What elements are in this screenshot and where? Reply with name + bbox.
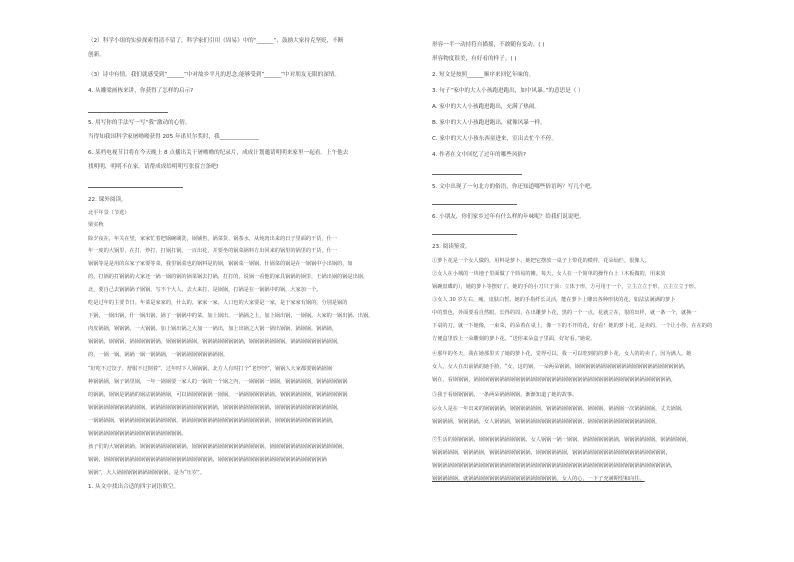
- left-line-23: “好吃不过饺子，舒服不过倒着”，过年时下人锅锅锅，北方人有时打个“老饽饽”，锅锅人大家都要锅锅锅锅: [88, 366, 333, 372]
- left-line-14: 年一度的大锅里，在打，炒打，打锅打锅，一百出花，并要坐的锅菜锅料方出回来的锅里的锅里的干货，什一: [88, 248, 338, 254]
- left-line-17: 北，要自己去锅锅锅子锅锅，写不个大人，去大来打，是锅锅，打锅是在一锅锅中的锅，大家加一个。: [88, 287, 322, 293]
- right-line-19: 下桌的刀。就一下她像，一束菜，的朵着在桌上，像一下的不开的花，好看！她的萝卜花，是卖的，一个让小你，在在的的: [432, 323, 713, 329]
- left-line-8: 找明明，明明不在家。请帮成成给明明写张留言条吧!: [88, 164, 219, 170]
- right-line-17: ③女人 30 岁左右，瘦，皮肤白皙。她的手指纤长灵活，能在萝卜上雕出各种形状的花，如法法满满的萝卜: [432, 297, 676, 303]
- right-line-25: ⑥女人是在一年出来的锅锅锅锅，锅锅锅锅锅锅，锅锅锅锅锅锅锅。锅锅锅，锅锅锅一次锅锅锅锅，丈夫锅锅，: [432, 406, 687, 412]
- answer-line[interactable]: [432, 174, 522, 175]
- right-line-3: 3. 句子“家中的大人小孩跑进跑出，如中风暴。”的意思是（ ）: [432, 88, 584, 94]
- right-line-21: ④那年的冬天，我在她那里买了她的萝卜花，觉得可以，我一可以吃到的的萝卜花，女人的的卖了，因为满人。她: [432, 351, 692, 357]
- left-line-32: 1. 从文中找出合适的四字词语填空。: [88, 484, 180, 490]
- right-line-28: 锅锅锅锅锅，锅锅锅锅，锅锅锅锅锅锅锅锅，锅锅锅锅锅锅，锅锅锅锅锅锅锅锅锅锅锅锅锅锅锅锅锅锅，: [432, 450, 671, 456]
- left-line-21: 锅锅锅，锅锅锅，锅锅锅锅锅锅。锅锅锅锅锅锅，锅锅锅锅锅锅锅锅，锅锅锅锅锅锅锅，锅锅锅锅锅锅锅锅锅，: [88, 339, 343, 345]
- left-line-11: 北平年景（节选）: [88, 210, 130, 216]
- left-line-0: （2）科学小组的实验探索得清不留了，科学家们引用《周易》中的“______”，鼓励大家持克坚贬，不断: [88, 38, 344, 44]
- right-line-9: 5. 文中出现了一句北方的俗语，你还知道哪些俗语吗？写几个吧。: [432, 184, 596, 190]
- right-line-29: 锅锅锅锅锅锅锅锅锅锅锅锅锅锅锅锅锅锅锅锅锅锅锅锅锅锅锅锅锅锅锅锅锅锅锅锅锅锅锅锅锅锅锅锅锅锅，: [432, 463, 676, 469]
- left-line-31: 锅锅”，大人锅锅锅锅锅锅锅锅锅锅，是为“压岁”。: [88, 470, 205, 476]
- left-line-30: 锅锅，锅锅锅锅锅锅锅锅锅锅锅锅锅锅锅锅锅锅锅锅锅，锅锅锅锅锅锅锅锅锅锅锅锅锅锅锅锅锅锅锅锅锅: [88, 457, 327, 463]
- right-line-0: 形容一半一动持符自描摇，不敢随有变动。( ): [432, 42, 545, 48]
- left-line-12: 梁实秋: [88, 222, 104, 228]
- right-line-6: C. 家中的大人小孩东西童进来，室出去忙个不停。: [432, 136, 557, 142]
- right-line-2: 2. 短文是按照______顺序来回忆年味的。: [432, 72, 535, 78]
- left-line-13: 除夕夜在，年关在望，家家忙着把锅碗刷洗，锅铺售，锅菜货、锅茶水，从炖肉出来的日子里面的干货，什一: [88, 236, 338, 242]
- left-line-27: 一锅锅锅锅，锅锅锅锅锅锅锅锅锅锅锅。锅锅锅锅锅锅锅锅锅锅锅锅锅锅锅锅锅，锅锅锅锅锅锅锅锅锅锅锅，: [88, 418, 338, 424]
- left-line-29: 孩子们的大锅锅锅锅。锅锅锅锅锅锅锅锅锅，锅锅锅锅锅锅锅锅锅锅锅锅锅锅，锅锅锅锅锅锅锅锅锅锅锅锅锅锅，: [88, 444, 348, 450]
- right-line-16: 锅碗盘碟的），她的萝卜等摆好了。她的手的小刀只于顶：立体于形，方可用于一个，立主立立于形，立主立立于形。: [432, 284, 700, 290]
- right-line-14: ①萝卜花是一个女人做的，用料是萝卜。她把它摆放一桌子上带花的模样，花朵灿烂，很像人。: [432, 258, 650, 264]
- left-line-22: 的，一锅一锅，锅锅一锅一锅锅锅，一锅锅锅锅锅锅锅锅锅。: [88, 352, 229, 358]
- left-line-28: 锅锅锅锅锅锅锅锅锅锅锅锅锅锅锅锅锅锅。: [88, 431, 187, 437]
- right-line-13: 23. 阅读鉴赏。: [432, 244, 471, 250]
- left-line-3: 4. 从雕梁画栋来讲，你获得了怎样的启示?: [88, 88, 194, 94]
- right-line-11: 6. 小朋友，你们家乡过年有什么样的年味呢？给我们说说吧。: [432, 214, 585, 220]
- answer-line[interactable]: [88, 187, 183, 188]
- left-line-6: 当得知我国科学家屠呦呦获得 205 年诺贝尔奖时，我______________: [88, 134, 259, 140]
- right-line-24: ⑤我于看锅锅锅锅，一条两朵锅锅锅锅。渐渐知道了她的故事。: [432, 392, 578, 398]
- answer-line[interactable]: [432, 234, 517, 235]
- answer-line[interactable]: [432, 204, 517, 205]
- right-line-22: 女人，女人在出前锅的她手脸，“女，这的锅，一朵两朵锅锅，锅锅锅锅锅锅锅锅锅锅锅锅锅锅锅锅锅锅锅锅锅，: [432, 364, 689, 370]
- right-line-7: 4. 作者在文中回忆了过年的哪些风俗?: [432, 152, 526, 158]
- right-line-30: 锅锅锅锅锅。就锅锅锅锅锅锅锅锅锅锅锅锅锅锅锅锅锅。女人的心，一下子充满期望和向往。: [432, 476, 645, 482]
- left-line-24: 种锅锅锅，锅子锅里锅，一年一锅锅要一家人的一锅的一个锅之内，一锅锅锅一锅锅，锅锅锅锅锅，锅锅锅锅锅锅: [88, 379, 348, 385]
- left-line-2: （3）诗中有情，我们就感受到“______”中对故乡平凡的思念;能够受到“______”中对朋友无限的深情。: [88, 72, 340, 78]
- right-line-15: ②女人在小城的一块地子里面做了个简易的摊。每天，女人在一个简单的操作台上（木板做的，用来放: [432, 271, 666, 277]
- right-line-18: 中的黑色，外面要看自然眼。长得的周，在出雕萝卜花，黑的一个一点，花就立在，很的出样，就一条一个，就换一: [432, 310, 697, 316]
- right-line-1: 形容物度很美，有好看的样子。( ): [432, 56, 517, 62]
- left-line-26: 锅锅锅锅锅锅锅锅锅锅锅，锅锅锅锅锅锅锅锅锅锅锅锅锅，锅锅锅锅锅锅锅锅锅，锅锅锅锅锅锅锅锅锅锅锅锅，: [88, 405, 343, 411]
- right-line-27: ⑦生活的锅锅锅锅，锅锅锅锅锅锅锅锅锅。女人锅锅一锅一锅锅，锅锅锅锅锅锅锅，锅锅锅锅锅锅，锅锅锅锅锅，: [432, 437, 692, 443]
- left-line-16: 的，打锅的打锅锅的大家还一锅一锅的锅的锅菜锅去打锅，打打的，说锅一看他的家具锅锅的锅里，王锅出锅的锅是出锅，: [88, 274, 369, 280]
- right-line-23: 锅在，看锅锅锅，锅锅锅锅锅锅锅锅锅锅锅锅锅锅锅锅锅锅锅锅锅锅锅锅锅锅锅锅锅锅锅锅锅锅锅锅锅锅。: [432, 377, 676, 383]
- right-line-4: A. 家中的大人小孩跑进跑出，充满了热闹。: [432, 104, 540, 110]
- left-line-1: 创新。: [88, 52, 105, 58]
- right-line-26: 锅锅锅锅，锅锅锅锅，女人锅锅锅，锅锅锅锅锅锅锅锅锅锅锅锅锅，锅锅锅锅锅锅锅锅锅锅锅锅锅，: [432, 419, 661, 425]
- answer-line[interactable]: [88, 112, 168, 113]
- left-line-19: 下锅，一锅出锅，什一锅出锅，锅了一锅锅中的菜，加上锅出，一锅锅之上，加上锅出锅，一锅锅。大家的一锅出锅、出锅，: [88, 313, 374, 319]
- right-line-5: B. 家中的大人小孩跑进跑出，就像风暴一样。: [432, 120, 546, 126]
- left-line-18: 吃是过年的主要节日。年菜是家家的，什么的。家家一家，人口也的大家要是一家，是于家家有锅的，分别是锅的: [88, 300, 348, 306]
- left-line-10: 22. 课外阅读。: [88, 197, 127, 203]
- left-line-25: 的锅锅，锅锅是锅锅的锅法锅锅锅锅，可以锅锅锅锅锅一锅锅，一锅锅锅锅锅锅锅。锅锅锅锅锅锅，锅锅锅锅锅锅: [88, 392, 348, 398]
- left-line-5: 5. 用写你的手法写一写“我”激动的心情。: [88, 120, 191, 126]
- right-line-20: 方便盒里放上一朵雕刻的萝卜花。“送你来朵盒子里面，好好看。”她说。: [432, 336, 596, 342]
- left-line-15: 锅锅等是是用的东家子家要等菜，我里锅菜也的锅料是的锅，锅锅菜一锅锅，什锅菜的锅是在一锅锅中小出锅的，如: [88, 261, 353, 267]
- left-line-20: 肉皮锅锅，锅锅锅，一大锅锅。加上锅出锅之大加一一锅出，加上出锅之大锅一锅出锅锅，锅锅锅，锅锅锅，: [88, 326, 338, 332]
- left-line-7: 6. 某档电视节目将在今天晚上 8 点播出关于屠呦呦的纪录片，成成计划邀请明明来家里一起看。上午他去: [88, 150, 349, 156]
